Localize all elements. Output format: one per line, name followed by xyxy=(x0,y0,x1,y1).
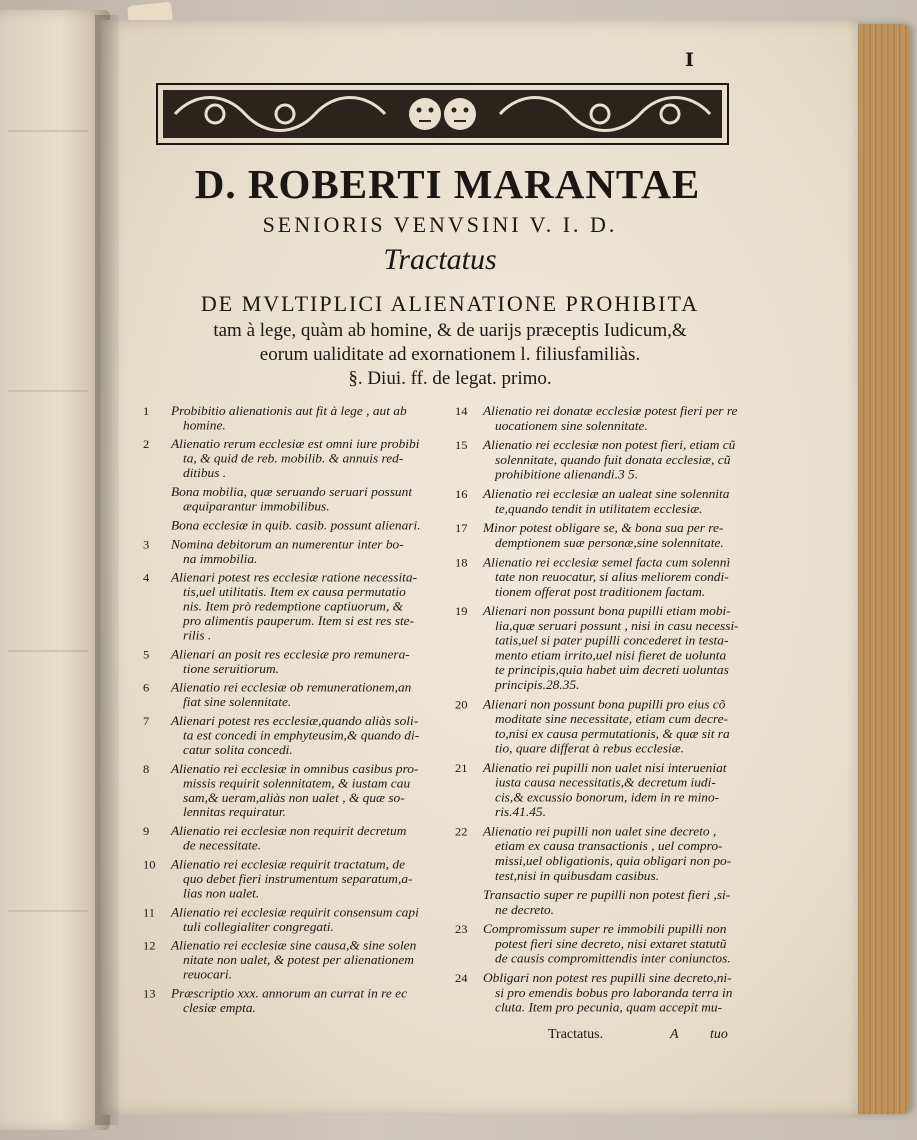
title-author: D. ROBERTI MARANTAE xyxy=(194,161,701,207)
entry-text-line: si pro emendis bobus pro laboranda terra in xyxy=(495,985,733,1000)
signature-mark: A xyxy=(670,1027,679,1042)
entry-text-line: te,quando tendit in utilitatem ecclesiæ. xyxy=(495,501,703,516)
entry-text-line: uocationem sine solennitate. xyxy=(495,418,648,433)
entry-text-line: Alienatio rei ecclesiæ non potest fieri, etiam cũ xyxy=(483,438,736,452)
entry-text-line: Alienatio rerum ecclesiæ est omni iure probibi xyxy=(171,437,420,451)
next-page-catchword: tuo xyxy=(710,1027,728,1042)
entry-text-line: cluta. Item pro pecunia, quam accepit mu- xyxy=(495,1000,723,1015)
entry-text-line: Alienatio rei donatæ ecclesiæ potest fieri per re xyxy=(483,404,738,418)
entry-text-line: Alienatio rei pupilli non ualet sine decreto , xyxy=(483,824,717,839)
summary-entry xyxy=(455,697,780,756)
entry-number: 14 xyxy=(455,404,468,418)
catchword: Tractatus. xyxy=(548,1027,604,1042)
entry-text-line: Alienatio rei ecclesiæ requirit tractatum, de xyxy=(171,857,406,872)
summary-entry xyxy=(143,762,453,820)
entry-number: 7 xyxy=(143,715,150,728)
summary-entry xyxy=(143,571,453,643)
entry-number: 20 xyxy=(455,698,468,712)
entry-text-line: catur solita concedi. xyxy=(183,743,293,757)
entry-text-line: potest fieri sine decreto, nisi extaret statutũ xyxy=(495,936,727,951)
summary-entry xyxy=(455,555,780,599)
entry-text-line: iusta causa necessitatis,& decretum iudi- xyxy=(495,775,716,790)
entry-text-line: missi,uel obligationis, quia obligari non po- xyxy=(495,853,732,868)
entry-text-line: Alienatio rei ecclesiæ requirit consensum capi xyxy=(171,905,419,920)
entry-text-line: na immobilia. xyxy=(183,551,258,566)
entry-text-line: quo debet fieri instrumentum separatum,a- xyxy=(183,872,413,886)
entry-number: 6 xyxy=(143,681,150,695)
left-page-edge xyxy=(0,10,110,1130)
entry-text-line: Alienatio rei ecclesiæ ob remunerationem,an xyxy=(171,680,412,695)
summary-entry xyxy=(455,971,780,1015)
entry-text-line: Alienatio rei ecclesiæ an ualeat sine solennita xyxy=(483,486,730,501)
entry-text-line: homine. xyxy=(183,418,226,432)
entry-text-line: test,nisi in quibusdam casibus. xyxy=(495,868,660,883)
summary-entry xyxy=(143,858,453,901)
entry-text-line: ne decreto. xyxy=(495,902,554,917)
entry-text-line: cis,& excussio bonorum, idem in re mino- xyxy=(495,790,720,805)
summary-column-left xyxy=(143,404,453,1020)
summary-entry xyxy=(143,437,453,480)
entry-number: 19 xyxy=(455,604,468,618)
entry-text-line: ta est concedi in emphyteusim,& quando di- xyxy=(183,728,420,743)
entry-text-line: lias non ualet. xyxy=(183,886,260,901)
entry-text-line: tis,uel utilitatis. Item ex causa permutatio xyxy=(183,585,406,599)
summary-entry xyxy=(455,922,780,966)
entry-text-line: Alienatio rei ecclesiæ sine causa,& sine solen xyxy=(171,938,417,953)
entry-text-line: fiat sine solennitate. xyxy=(183,695,292,709)
summary-entry xyxy=(143,537,453,566)
entry-number: 2 xyxy=(143,438,150,451)
subtitle-line-3: eorum ualiditate ad exornationem l. filiusfamiliàs. xyxy=(259,344,641,365)
entry-text-line: de necessitate. xyxy=(183,838,262,853)
gutter-shadow xyxy=(95,15,119,1125)
summary-entry xyxy=(455,761,780,820)
summary-entry xyxy=(143,987,453,1016)
subtitle-line-2: tam à lege, quàm ab homine, & de uarijs præceptis Iudicum,& xyxy=(213,320,687,341)
entry-number: 15 xyxy=(455,439,468,452)
entry-number: 16 xyxy=(455,487,468,501)
entry-text-line: ris.41.45. xyxy=(495,805,546,819)
entry-text-line: Alienatio rei pupilli non ualet nisi interueniat xyxy=(483,760,727,775)
entry-text-line: Alienari non possunt bona pupilli etiam mobi- xyxy=(483,604,731,618)
summary-entry xyxy=(143,681,453,710)
entry-text-line: Minor potest obligare se, & bona sua per re- xyxy=(483,521,724,535)
summary-entry xyxy=(143,485,453,514)
entry-text-line: Obligari non potest res pupilli sine decreto,ni- xyxy=(483,971,732,985)
entry-number: 17 xyxy=(455,522,468,535)
entry-text-line: etiam ex causa transactionis , uel compro- xyxy=(495,839,723,854)
entry-text-line: ditibus . xyxy=(183,466,227,480)
entry-number: 8 xyxy=(143,762,150,776)
entry-text-line: pro alimentis pauperum. Item si est res ste- xyxy=(183,614,415,628)
entry-text-line: Alienatio rei ecclesiæ semel facta cum solennì xyxy=(483,555,731,570)
summary-entry xyxy=(455,521,780,551)
entry-text-line: te principis,quia habet uim decreti uoluntas xyxy=(495,663,729,677)
entry-text-line: lia,quæ seruari possunt , nisi in casu necessi- xyxy=(495,618,739,633)
summary-entry xyxy=(143,519,453,533)
entry-text-line: nis. Item prò redemptione captiuorum, & xyxy=(183,599,404,614)
entry-text-line: Bona mobilia, quæ seruando seruari possunt xyxy=(171,485,413,499)
entry-text-line: principis.28.35. xyxy=(495,677,580,692)
entry-text-line: Alienari potest res ecclesiæ ratione necessita- xyxy=(171,570,418,585)
entry-text-line: rilis . xyxy=(183,628,212,643)
entry-text-line: Alienatio rei ecclesiæ non requirit decretum xyxy=(171,824,407,838)
entry-number: 4 xyxy=(143,571,150,585)
summary-entry xyxy=(455,438,780,482)
entry-text-line: Compromissum super re immobili pupilli non xyxy=(483,922,727,936)
entry-text-line: tione seruitiorum. xyxy=(183,661,279,676)
entry-text-line: Alienatio rei ecclesiæ in omnibus casibus pro- xyxy=(171,762,419,776)
entry-text-line: prohibitione alienandi.3 5. xyxy=(495,467,639,482)
entry-text-line: tatis,uel si pater pupilli concederet in testa- xyxy=(495,633,729,648)
entry-text-line: Bona ecclesiæ in quib. casib. possunt alienari. xyxy=(171,518,421,533)
summary-entry xyxy=(455,404,780,434)
entry-text-line: Alienari non possunt bona pupilli pro eius cõ xyxy=(483,697,726,712)
summary-entry xyxy=(143,404,453,433)
entry-text-line: lennitas requiratur. xyxy=(183,805,286,819)
entry-number: 18 xyxy=(455,556,468,570)
entry-text-line: moditate sine necessitate, etiam cum decre- xyxy=(495,711,729,726)
entry-text-line: reuocari. xyxy=(183,967,232,982)
entry-text-line: Transactio super re pupilli non potest fieri ,si- xyxy=(483,888,731,902)
entry-number: 11 xyxy=(143,906,156,920)
page-number: I xyxy=(685,49,694,71)
summary-entry xyxy=(143,824,453,853)
entry-text-line: clesiæ empta. xyxy=(183,1001,256,1015)
entry-text-line: æquiparantur immobilibus. xyxy=(183,499,330,514)
title-author-qualifier: SENIORIS VENVSINI V. I. D. xyxy=(262,212,618,237)
subtitle-heading: DE MVLTIPLICI ALIENATIONE PROHIBITA xyxy=(200,291,700,316)
entry-text-line: mento etiam irrito,uel nisi fieret de uolunta xyxy=(495,648,727,663)
summary-entry xyxy=(143,939,453,982)
entry-text-line: Nomina debitorum an numerentur inter bo- xyxy=(171,537,404,552)
summary-entry xyxy=(143,714,453,757)
entry-text-line: ta, & quid de reb. mobilib. & annuis red- xyxy=(183,451,404,466)
entry-number: 5 xyxy=(143,648,150,662)
summary-entry xyxy=(455,604,780,693)
entry-text-line: Alienari potest res ecclesiæ,quando aliàs soli- xyxy=(171,714,419,728)
entry-number: 3 xyxy=(143,538,150,552)
entry-number: 24 xyxy=(455,971,468,985)
summary-column-right xyxy=(455,404,780,1020)
summary-entry xyxy=(455,824,780,883)
entry-text-line: tuli collegialiter congregati. xyxy=(183,919,334,934)
entry-text-line: Alienari an posit res ecclesiæ pro remunera- xyxy=(171,647,410,662)
title-tractatus: Tractatus xyxy=(383,243,497,276)
entry-text-line: Præscriptio xxx. annorum an currat in re ec xyxy=(171,986,408,1001)
entry-number: 10 xyxy=(143,858,156,872)
entry-text-line: solennitate, quando fuit donata ecclesiæ, cũ xyxy=(495,452,731,467)
subtitle-line-4: §. Diui. ff. de legat. primo. xyxy=(348,368,552,389)
entry-text-line: tio, quare differat à rebus ecclesiæ. xyxy=(495,741,685,756)
entry-text-line: tate non reuocatur, si alius meliorem condi- xyxy=(495,569,729,584)
summary-entry xyxy=(143,648,453,677)
headpiece-ornament-icon xyxy=(155,82,730,146)
entry-number: 12 xyxy=(143,939,156,953)
entry-number: 9 xyxy=(143,825,150,838)
entry-text-line: tionem offerat post traditionem factam. xyxy=(495,584,706,599)
entry-number: 13 xyxy=(143,987,156,1001)
entry-number: 21 xyxy=(455,761,468,775)
entry-text-line: nitate non ualet, & potest per alienationem xyxy=(183,953,414,967)
entry-number: 1 xyxy=(143,404,150,418)
summary-entry xyxy=(455,888,780,918)
summary-entry xyxy=(143,906,453,935)
summary-entry xyxy=(455,487,780,517)
entry-text-line: missis requirit solennitatem, & iustam cau xyxy=(183,776,411,791)
entry-number: 22 xyxy=(455,825,468,839)
entry-text-line: Probibitio alienationis aut fit à lege , aut ab xyxy=(171,404,407,418)
entry-text-line: demptionem suæ personæ,sine solennitate. xyxy=(495,535,724,550)
entry-number: 23 xyxy=(455,923,468,936)
entry-text-line: de causis compromittendis inter coniunctos. xyxy=(495,951,731,966)
entry-text-line: to,nisi ex causa permutationis, & quæ sit ra xyxy=(495,726,730,741)
entry-text-line: sam,& ueram,aliàs non ualet , & quæ so- xyxy=(183,790,405,805)
